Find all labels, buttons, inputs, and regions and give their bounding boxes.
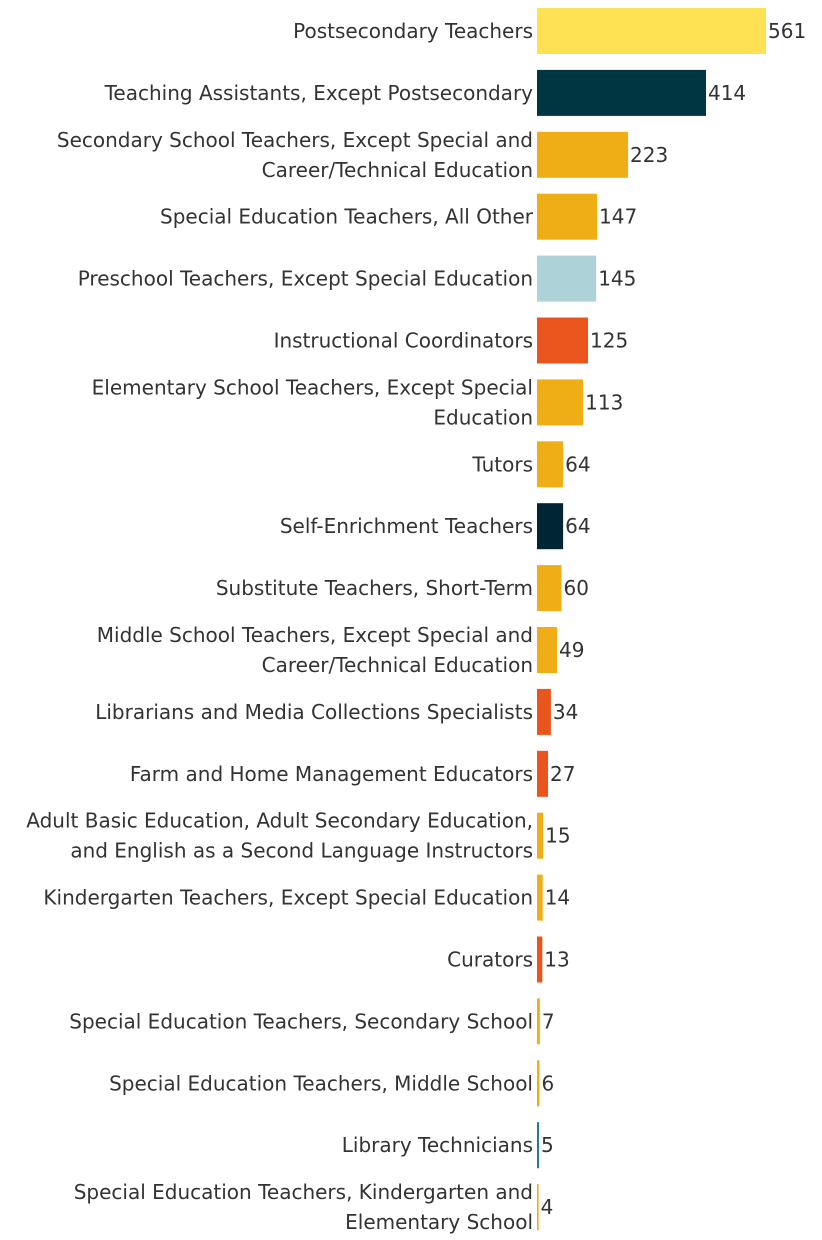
bar [537, 875, 543, 921]
category-label: Education [433, 405, 533, 430]
bar [537, 1122, 539, 1168]
category-label: Elementary School Teachers, Except Special [91, 375, 533, 400]
category-label: Middle School Teachers, Except Special and [96, 623, 533, 647]
category-label: Preschool Teachers, Except Special Education [77, 266, 533, 291]
bar [537, 627, 557, 673]
bar [537, 1184, 539, 1230]
data-label: 6 [541, 1071, 555, 1096]
data-label: 414 [707, 80, 747, 105]
bar [537, 503, 563, 549]
data-label: 60 [563, 576, 589, 601]
bars-group [26, 8, 806, 1234]
data-label: 4 [540, 1195, 554, 1220]
category-label: Kindergarten Teachers, Except Special Education [43, 885, 533, 910]
data-label: 561 [768, 19, 807, 43]
category-label: Self-Enrichment Teachers [279, 514, 533, 539]
data-label: 13 [544, 947, 570, 972]
category-label: Tutors [472, 452, 533, 477]
data-label: 125 [590, 328, 629, 353]
category-label: Librarians and Media Collections Specialists [95, 699, 533, 724]
category-label: Instructional Coordinators [273, 328, 533, 353]
data-label: 34 [552, 699, 579, 724]
category-label: Special Education Teachers, Middle School [109, 1071, 533, 1096]
category-label: Special Education Teachers, Secondary School [69, 1009, 533, 1034]
data-label: 64 [565, 514, 591, 539]
category-label: Teaching Assistants, Except Postsecondary [104, 80, 533, 105]
category-label: Secondary School Teachers, Except Special and [56, 127, 533, 152]
data-label: 223 [630, 142, 669, 167]
category-label: Elementary School [345, 1210, 533, 1235]
category-label: Postsecondary Teachers [293, 19, 533, 43]
bar [537, 132, 628, 178]
data-label: 64 [565, 452, 591, 477]
category-label: and English as a Second Language Instructors [70, 838, 533, 863]
bar [537, 937, 542, 983]
bar [537, 318, 588, 364]
data-label: 147 [599, 204, 638, 229]
bar [537, 689, 551, 735]
bar [537, 8, 766, 54]
category-label: Career/Technical Education [261, 157, 533, 182]
data-label: 145 [598, 266, 637, 291]
category-label: Adult Basic Education, Adult Secondary Education, [26, 808, 533, 833]
category-label: Farm and Home Management Educators [129, 761, 533, 786]
bar [537, 70, 706, 116]
bar [537, 441, 563, 487]
data-label: 14 [544, 885, 571, 910]
bar [537, 565, 561, 611]
category-label: Special Education Teachers, Kindergarten and [73, 1180, 533, 1205]
data-label: 5 [541, 1133, 554, 1158]
data-label: 7 [541, 1009, 555, 1034]
bar [537, 998, 540, 1044]
category-label: Special Education Teachers, All Other [160, 204, 533, 229]
category-label: Library Technicians [341, 1133, 533, 1158]
bar [537, 379, 583, 425]
bar [537, 194, 597, 240]
data-label: 27 [550, 761, 576, 786]
bar [537, 813, 543, 859]
bar [537, 256, 596, 302]
data-label: 15 [545, 823, 571, 848]
category-label: Curators [447, 947, 533, 972]
category-label: Substitute Teachers, Short-Term [215, 576, 533, 601]
data-label: 113 [585, 390, 624, 415]
bar [537, 751, 548, 797]
data-label: 49 [559, 638, 585, 662]
bar [537, 1060, 539, 1106]
category-label: Career/Technical Education [261, 653, 533, 677]
